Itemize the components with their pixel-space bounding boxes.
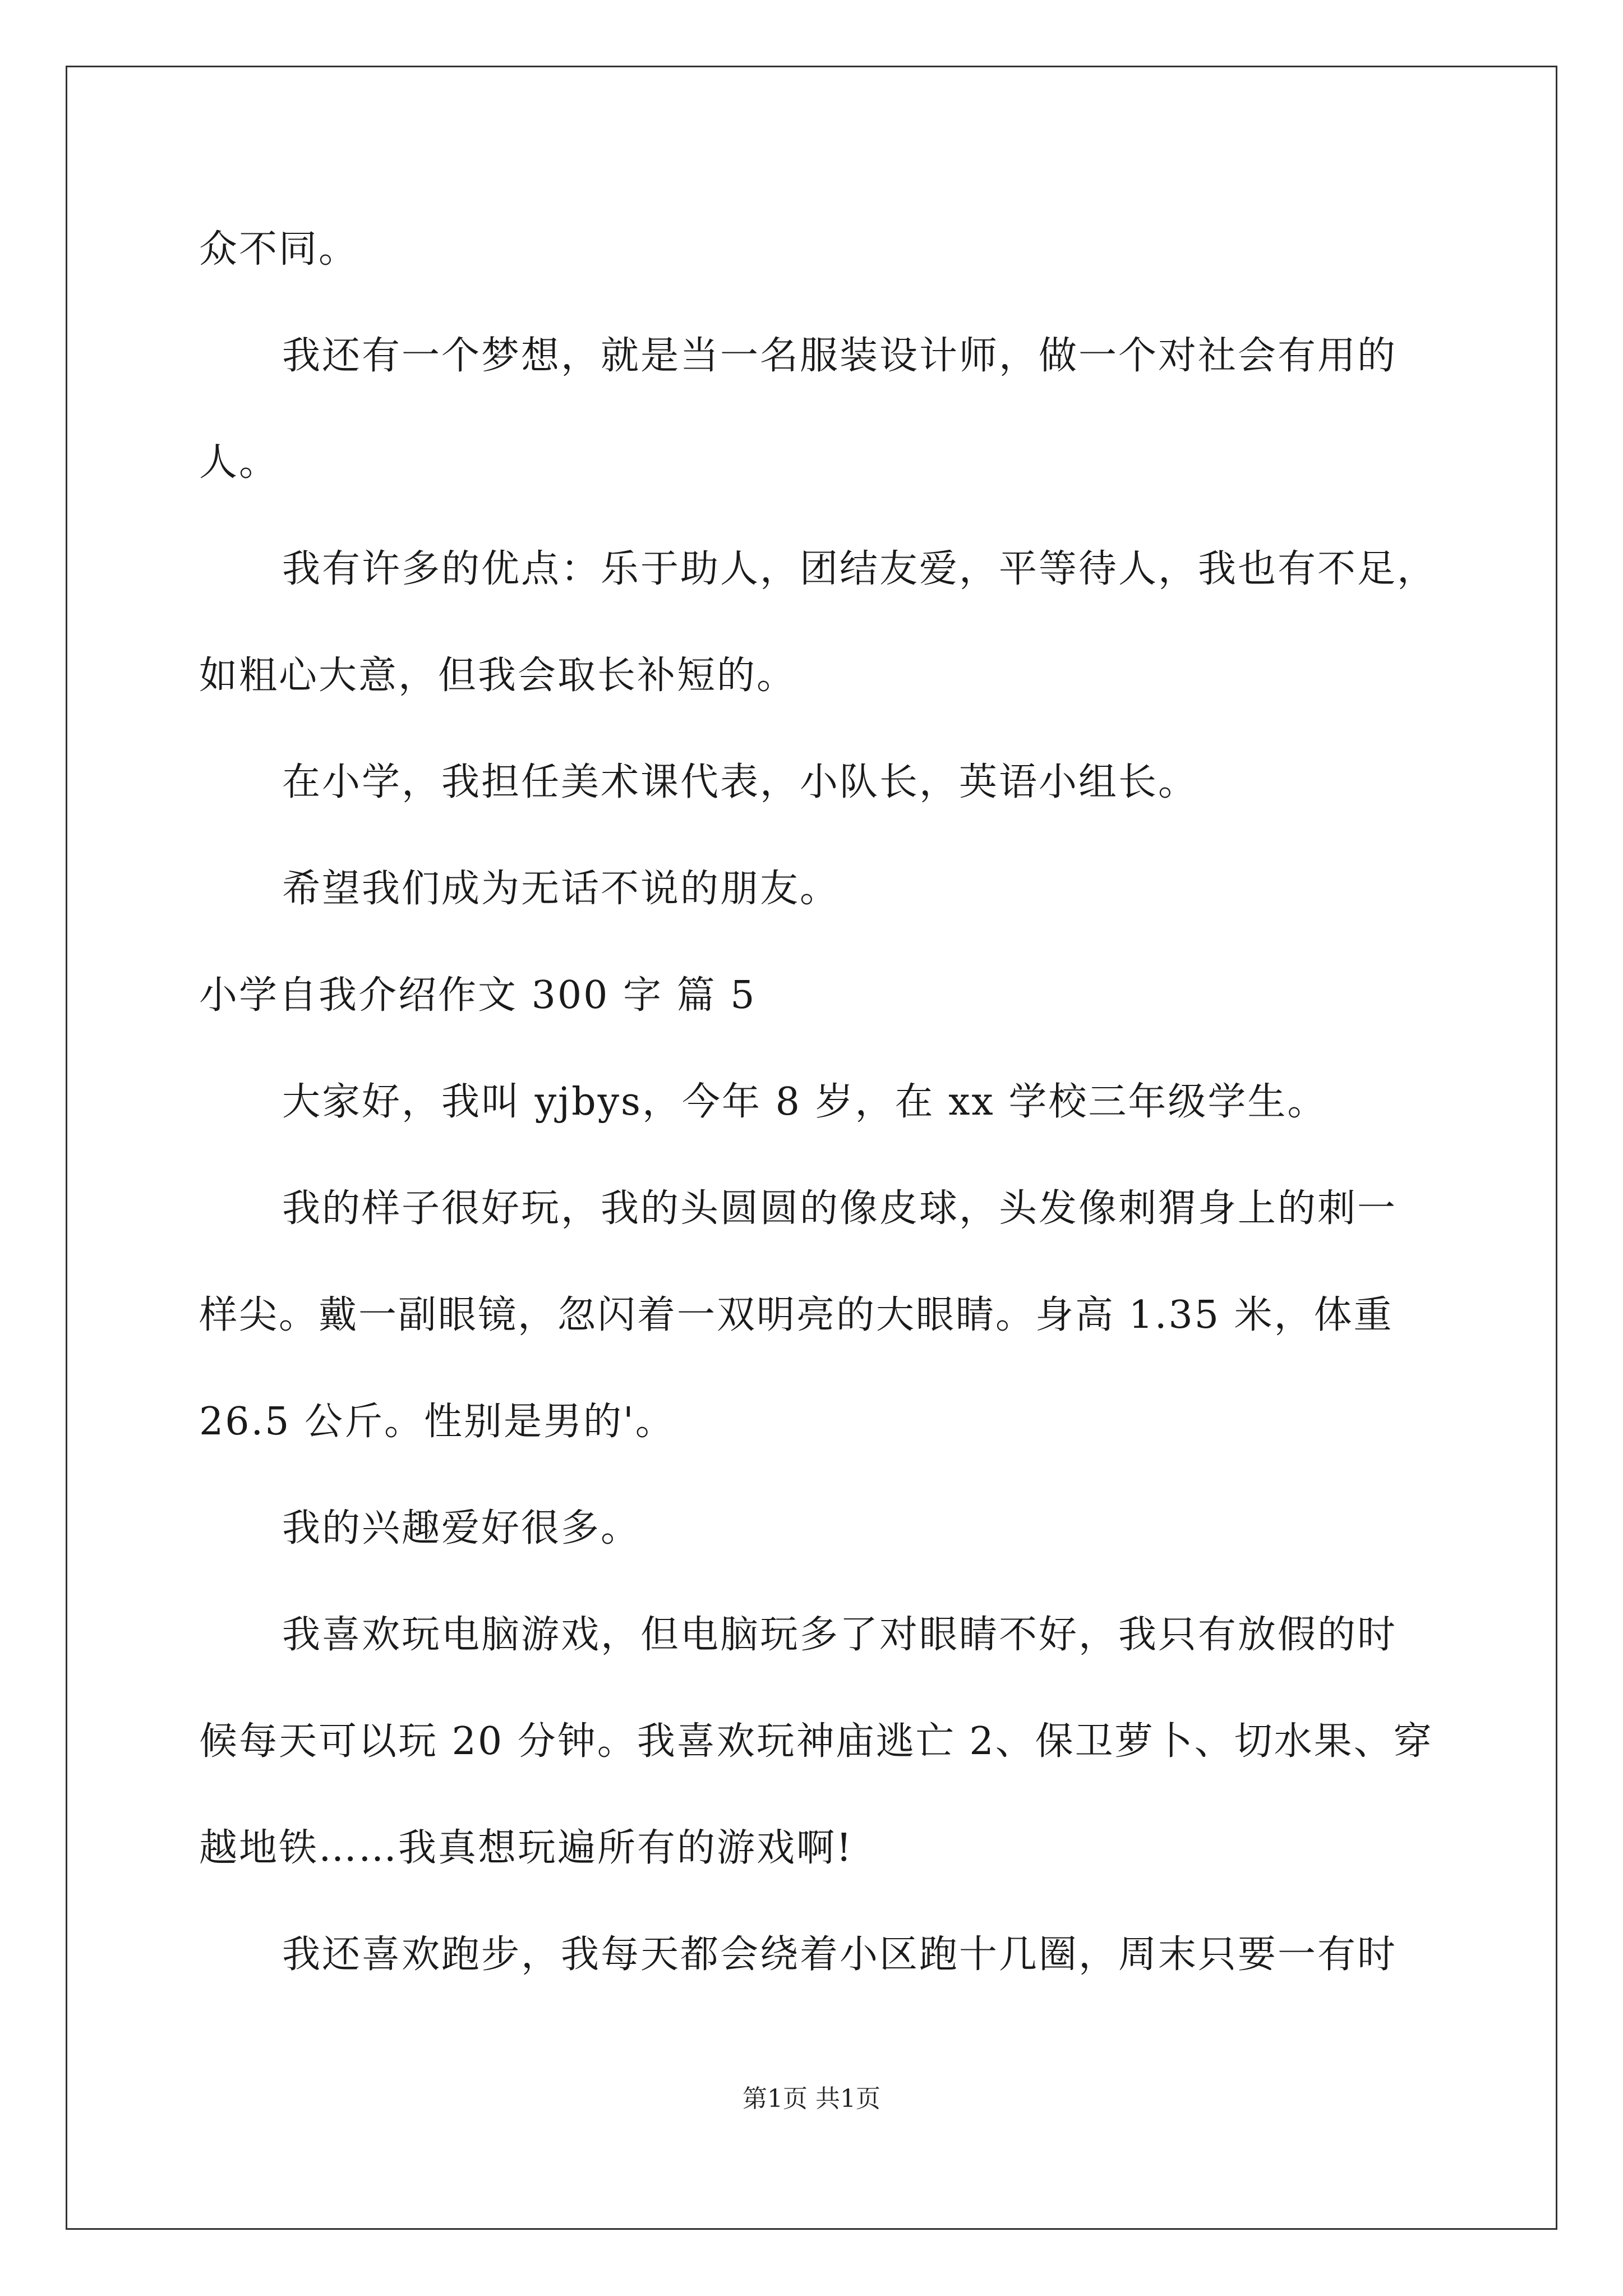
page-footer: 第1页 共1页 xyxy=(743,2085,880,2113)
paragraph-line: 我的兴趣爱好很多。 xyxy=(282,1506,641,1550)
text-line: 样尖。戴一副眼镜，忽闪着一双明亮的大眼睛。身高 1.35 米，体重 xyxy=(199,1293,1394,1337)
text-line: 如粗心大意，但我会取长补短的。 xyxy=(199,654,797,698)
section-heading: 小学自我介绍作文 300 字 篇 5 xyxy=(199,973,757,1018)
paragraph-line: 大家好，我叫 yjbys，今年 8 岁，在 xx 学校三年级学生。 xyxy=(282,1080,1327,1124)
text-line: 候每天可以玩 20 分钟。我喜欢玩神庙逃亡 2、保卫萝卜、切水果、穿 xyxy=(199,1719,1433,1764)
paragraph-line: 希望我们成为无话不说的朋友。 xyxy=(282,867,840,911)
paragraph-line: 我有许多的优点：乐于助人，团结友爱，平等待人，我也有不足， xyxy=(282,547,1437,591)
text-line: 越地铁……我真想玩遍所有的游戏啊! xyxy=(199,1826,854,1870)
text-line: 人。 xyxy=(199,440,279,485)
page-border xyxy=(66,66,1557,2230)
paragraph-line: 我的样子很好玩，我的头圆圆的像皮球，头发像刺猬身上的刺一 xyxy=(282,1186,1398,1231)
text-line: 众不同。 xyxy=(199,227,359,272)
paragraph-line: 我还喜欢跑步，我每天都会绕着小区跑十几圈，周末只要一有时 xyxy=(282,1932,1398,1977)
text-line: 26.5 公斤。性别是男的'。 xyxy=(199,1400,675,1444)
paragraph-line: 我喜欢玩电脑游戏，但电脑玩多了对眼睛不好，我只有放假的时 xyxy=(282,1613,1398,1657)
paragraph-line: 在小学，我担任美术课代表，小队长，英语小组长。 xyxy=(282,760,1198,804)
paragraph-line: 我还有一个梦想，就是当一名服装设计师，做一个对社会有用的 xyxy=(282,334,1398,378)
